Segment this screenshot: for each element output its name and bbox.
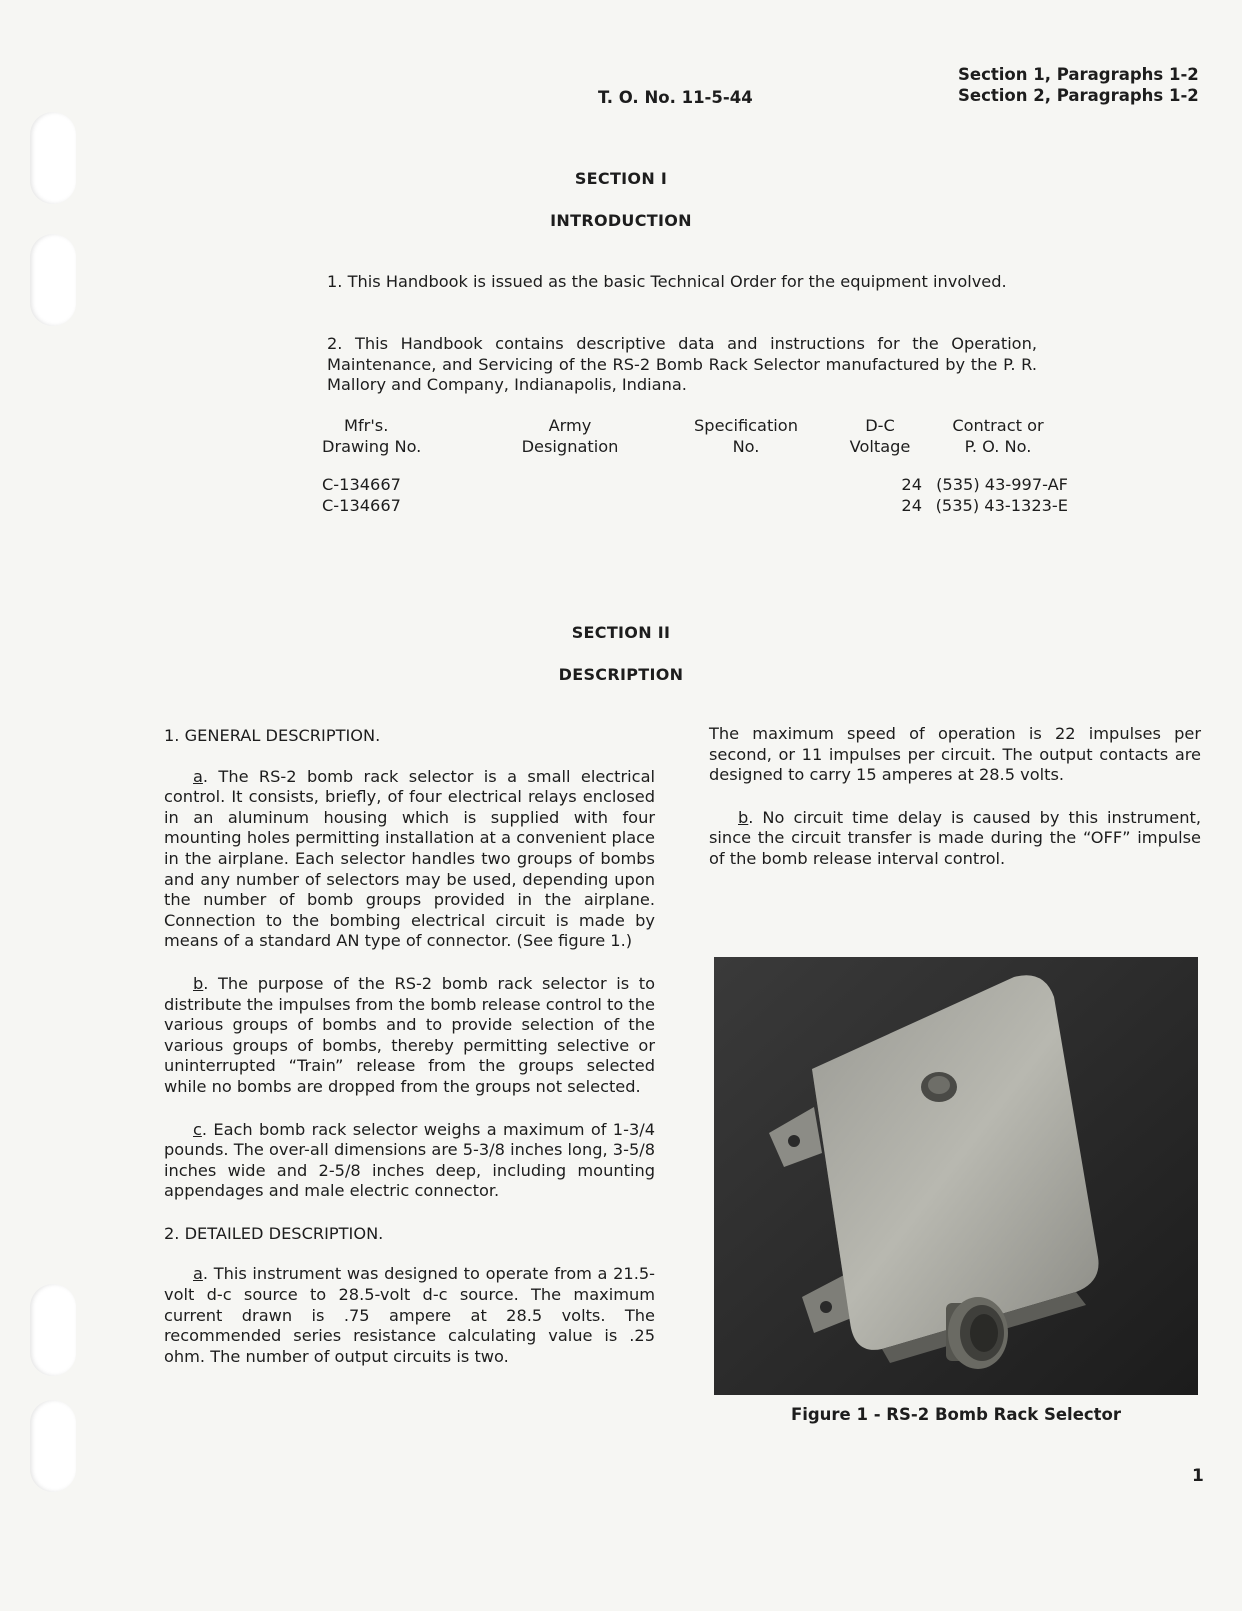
table-cell: C-134667 (322, 495, 401, 515)
header-cell: Contract or (952, 416, 1044, 435)
section-1-label: SECTION I (574, 169, 668, 188)
item-mark: a (193, 766, 203, 786)
table-header (322, 416, 480, 457)
table-cell: (535) 43-1323-E (935, 495, 1068, 515)
detailed-description-heading: 2. DETAILED DESCRIPTION. (164, 1223, 384, 1243)
header-cell: Voltage (849, 436, 911, 456)
paragraph-text: . The RS-2 bomb rack selector is a small electrical control. It consists, briefly, of four electrical relays enclosed in an aluminum housing which is supplied with four mounting holes permitting installation at a convenient place in the airplane. Each selector handles two groups of bombs and any number of selectors may be used, depending upon the number of bomb groups provided in the airplane. Connection to the bombing electrical circuit is made by means of a standard AN type of connector. (See figure 1.) (164, 766, 655, 951)
table-row (322, 475, 1068, 496)
item-mark: b (738, 807, 749, 827)
section-2-label: SECTION II (571, 623, 671, 642)
header-cell: Mfr's. (344, 416, 389, 435)
item-mark: a (193, 1264, 203, 1284)
table-header (660, 416, 832, 457)
left-column (164, 726, 655, 1389)
equipment-table (322, 416, 1068, 516)
table-cell (480, 496, 660, 517)
paragraph-text: . This instrument was designed to operate from a 21.5-volt d-c source to 28.5-volt d-c source. The maximum current drawn is .75 ampere at 28.5 volts. The recommended series resistance calculating value is .25 ohm. The number of output circuits is two. (164, 1264, 655, 1366)
table-cell: C-134667 (322, 475, 401, 495)
page-number: 1 (1192, 1466, 1204, 1486)
section-2-title: DESCRIPTION (558, 665, 684, 684)
section-ref-1: Section 1, Paragraphs 1-2 (958, 65, 1199, 84)
paragraph-1a (164, 767, 655, 952)
table-cell: 24 (901, 495, 922, 515)
paragraph-2a-continued: The maximum speed of operation is 22 impulses per second, or 11 impulses per circuit. The output contacts are designed to carry 15 amperes at 28.5 volts. (709, 724, 1201, 785)
section-ref-2: Section 2, Paragraphs 1-2 (958, 86, 1199, 105)
bomb-rack-selector-image (714, 957, 1198, 1395)
header-cell: Army (548, 416, 592, 435)
intro-paragraph-2: 2. This Handbook contains descriptive data and instructions for the Operation, Maintenance, and Servicing of the RS-2 Bomb Rack Selector manufactured by the P. R. Mallory and Company, Indianapolis, Indiana. (327, 334, 1037, 395)
table-row (322, 496, 1068, 517)
header-cell: Drawing No. (322, 436, 422, 456)
table-cell: 24 (901, 475, 922, 495)
binder-hole (30, 1284, 76, 1376)
item-mark: b (193, 973, 204, 993)
table-header (480, 416, 660, 457)
paragraph-text: . Each bomb rack selector weighs a maximum of 1-3/4 pounds. The over-all dimensions are 5-3/8 inches long, 3-5/8 inches wide and 2-5/8 inches deep, including mounting appendages and male electric connector. (164, 1119, 655, 1201)
to-number: T. O. No. 11-5-44 (598, 88, 753, 107)
general-description-heading: 1. GENERAL DESCRIPTION. (164, 726, 381, 745)
intro-paragraph-1: 1. This Handbook is issued as the basic Technical Order for the equipment involved. (327, 272, 1007, 291)
binder-hole (30, 1400, 76, 1492)
header-cell: P. O. No. (964, 436, 1032, 456)
paragraph-text: . No circuit time delay is caused by this instrument, since the circuit transfer is made during the “OFF” impulse of the bomb release interval control. (709, 807, 1201, 868)
item-mark: c (193, 1119, 202, 1139)
figure-caption: Figure 1 - RS-2 Bomb Rack Selector (790, 1405, 1122, 1424)
paragraph-1c (164, 1120, 655, 1202)
header-cell: No. (732, 436, 760, 456)
binder-hole (30, 112, 76, 204)
header-cell: D-C (865, 416, 895, 435)
binder-hole (30, 234, 76, 326)
table-header (928, 416, 1068, 457)
paragraph-2a (164, 1264, 655, 1367)
table-cell (660, 475, 832, 496)
paragraph-text: . The purpose of the RS-2 bomb rack selector is to distribute the impulses from the bomb release control to the various groups of bombs and to provide selection of the various groups of bombs, thereby permitting selective or uninterrupted “Train” release from the groups selected while no bombs are dropped from the groups not selected. (164, 973, 655, 1096)
section-1-title: INTRODUCTION (550, 211, 692, 230)
table-header-row (322, 416, 1068, 457)
header-cell: Specification (694, 416, 798, 435)
table-cell (660, 496, 832, 517)
table-header (832, 416, 928, 457)
table-cell (480, 475, 660, 496)
table-cell: (535) 43-997-AF (936, 475, 1068, 495)
figure-photo (714, 957, 1198, 1395)
paragraph-1b (164, 974, 655, 1098)
paragraph-2b (709, 808, 1201, 870)
right-column (709, 724, 1201, 892)
header-cell: Designation (521, 436, 619, 456)
